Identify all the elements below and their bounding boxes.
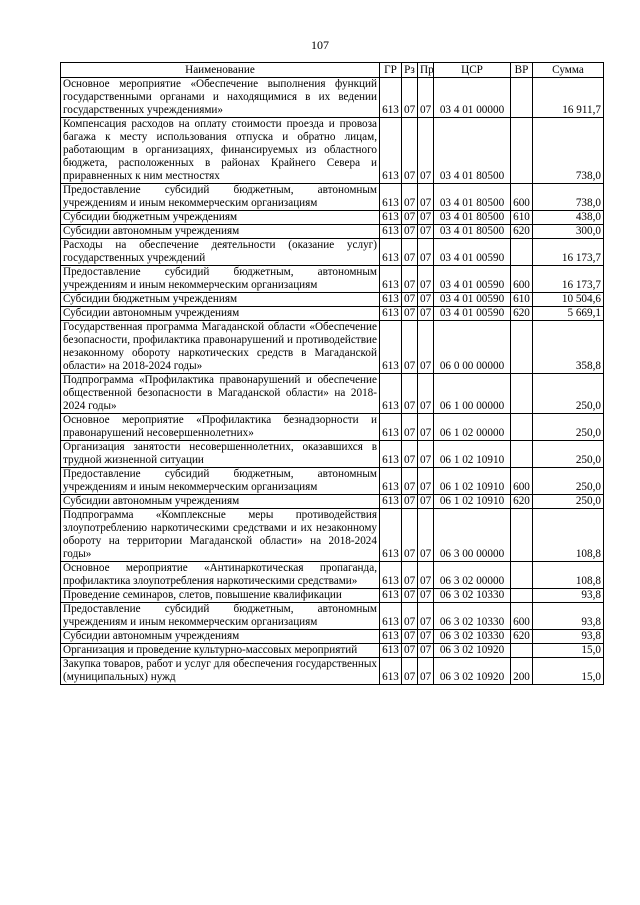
row-gr: 613 [380, 266, 402, 293]
row-csr: 06 3 00 00000 [434, 509, 511, 562]
row-csr: 06 3 02 10330 [434, 630, 511, 644]
row-sum: 93,8 [533, 589, 604, 603]
row-name: Компенсация расходов на оплату стоимости проезда и провоза багажа к месту использования отпуска и обратно лицам, работающим в организациях, финансируемых из областного бюджета, расположенных в районах Крайнего Севера и приравненных к ним местностях [61, 118, 380, 184]
row-name: Субсидии автономным учреждениям [61, 495, 380, 509]
row-rz: 07 [402, 184, 418, 211]
row-name: Расходы на обеспечение деятельности (оказание услуг) государственных учреждений [61, 239, 380, 266]
row-sum: 250,0 [533, 495, 604, 509]
row-pr: 07 [418, 293, 434, 307]
row-vr [511, 414, 533, 441]
row-name: Закупка товаров, работ и услуг для обеспечения государственных (муниципальных) нужд [61, 658, 380, 685]
header-csr: ЦСР [434, 63, 511, 78]
row-rz: 07 [402, 658, 418, 685]
row-vr [511, 589, 533, 603]
row-vr: 620 [511, 630, 533, 644]
row-vr [511, 78, 533, 118]
row-sum: 738,0 [533, 184, 604, 211]
row-gr: 613 [380, 211, 402, 225]
row-name: Предоставление субсидий бюджетным, автономным учреждениям и иным некоммерческим организациям [61, 468, 380, 495]
table-row [61, 239, 604, 266]
row-pr: 07 [418, 266, 434, 293]
table-row [61, 441, 604, 468]
row-pr: 07 [418, 495, 434, 509]
row-gr: 613 [380, 644, 402, 658]
row-vr: 200 [511, 658, 533, 685]
header-vr: ВР [511, 63, 533, 78]
row-sum: 16 173,7 [533, 239, 604, 266]
row-pr: 07 [418, 441, 434, 468]
row-pr: 07 [418, 603, 434, 630]
row-name: Субсидии автономным учреждениям [61, 630, 380, 644]
row-sum: 10 504,6 [533, 293, 604, 307]
row-pr: 07 [418, 211, 434, 225]
row-csr: 06 1 02 10910 [434, 441, 511, 468]
header-rz: Рз [402, 63, 418, 78]
row-sum: 358,8 [533, 321, 604, 374]
row-gr: 613 [380, 658, 402, 685]
page-number: 107 [311, 38, 329, 52]
row-rz: 07 [402, 239, 418, 266]
row-pr: 07 [418, 184, 434, 211]
row-gr: 613 [380, 562, 402, 589]
table-row [61, 468, 604, 495]
row-rz: 07 [402, 468, 418, 495]
row-pr: 07 [418, 239, 434, 266]
row-vr: 620 [511, 307, 533, 321]
row-gr: 613 [380, 78, 402, 118]
row-vr [511, 441, 533, 468]
row-csr: 06 3 02 10920 [434, 644, 511, 658]
table-row [61, 293, 604, 307]
row-csr: 06 3 02 10330 [434, 589, 511, 603]
header-name: Наименование [61, 63, 380, 78]
row-rz: 07 [402, 509, 418, 562]
row-gr: 613 [380, 603, 402, 630]
row-pr: 07 [418, 307, 434, 321]
row-vr: 620 [511, 495, 533, 509]
table-row [61, 118, 604, 184]
row-vr [511, 239, 533, 266]
row-sum: 438,0 [533, 211, 604, 225]
table-row [61, 374, 604, 414]
row-rz: 07 [402, 266, 418, 293]
table-row [61, 495, 604, 509]
row-sum: 93,8 [533, 603, 604, 630]
row-gr: 613 [380, 184, 402, 211]
row-gr: 613 [380, 118, 402, 184]
row-name: Государственная программа Магаданской области «Обеспечение безопасности, профилактика правонарушений и противодействие незаконному обороту наркотических средств в Магаданской области» на 2018-2024 годы» [61, 321, 380, 374]
row-name: Организация занятости несовершеннолетних, оказавшихся в трудной жизненной ситуации [61, 441, 380, 468]
row-rz: 07 [402, 562, 418, 589]
row-gr: 613 [380, 495, 402, 509]
table-row [61, 414, 604, 441]
budget-table [60, 62, 604, 685]
row-vr: 610 [511, 293, 533, 307]
table-row [61, 658, 604, 685]
row-csr: 03 4 01 80500 [434, 184, 511, 211]
row-gr: 613 [380, 307, 402, 321]
row-rz: 07 [402, 644, 418, 658]
row-gr: 613 [380, 414, 402, 441]
table-row [61, 184, 604, 211]
row-rz: 07 [402, 225, 418, 239]
row-csr: 03 4 01 00590 [434, 266, 511, 293]
table-row [61, 211, 604, 225]
header-gr: ГР [380, 63, 402, 78]
row-pr: 07 [418, 562, 434, 589]
row-csr: 03 4 01 00000 [434, 78, 511, 118]
row-csr: 03 4 01 00590 [434, 307, 511, 321]
row-name: Предоставление субсидий бюджетным, автономным учреждениям и иным некоммерческим организациям [61, 184, 380, 211]
row-csr: 03 4 01 80500 [434, 225, 511, 239]
row-gr: 613 [380, 589, 402, 603]
row-name: Основное мероприятие «Антинаркотическая пропаганда, профилактика злоупотребления наркотическими средствами» [61, 562, 380, 589]
row-rz: 07 [402, 211, 418, 225]
table-row [61, 321, 604, 374]
row-rz: 07 [402, 495, 418, 509]
row-csr: 06 1 02 00000 [434, 414, 511, 441]
row-pr: 07 [418, 589, 434, 603]
row-name: Проведение семинаров, слетов, повышение квалификации [61, 589, 380, 603]
table-row [61, 603, 604, 630]
row-pr: 07 [418, 630, 434, 644]
row-name: Подпрограмма «Профилактика правонарушений и обеспечение общественной безопасности в Магаданской области» на 2018-2024 годы» [61, 374, 380, 414]
row-sum: 738,0 [533, 118, 604, 184]
table-row [61, 644, 604, 658]
row-vr [511, 562, 533, 589]
row-sum: 108,8 [533, 562, 604, 589]
row-gr: 613 [380, 293, 402, 307]
table-row [61, 225, 604, 239]
table-row [61, 589, 604, 603]
row-pr: 07 [418, 374, 434, 414]
row-csr: 06 1 00 00000 [434, 374, 511, 414]
row-sum: 250,0 [533, 374, 604, 414]
row-name: Подпрограмма «Комплексные меры противодействия злоупотреблению наркотическими средствами и их незаконному обороту на территории Магаданской области» на 2018-2024 годы» [61, 509, 380, 562]
row-rz: 07 [402, 374, 418, 414]
row-vr [511, 374, 533, 414]
row-sum: 300,0 [533, 225, 604, 239]
row-sum: 15,0 [533, 658, 604, 685]
row-gr: 613 [380, 441, 402, 468]
row-rz: 07 [402, 78, 418, 118]
row-sum: 250,0 [533, 414, 604, 441]
row-sum: 15,0 [533, 644, 604, 658]
row-rz: 07 [402, 603, 418, 630]
row-rz: 07 [402, 293, 418, 307]
row-pr: 07 [418, 468, 434, 495]
row-csr: 06 3 02 10330 [434, 603, 511, 630]
row-rz: 07 [402, 118, 418, 184]
table-row [61, 509, 604, 562]
row-pr: 07 [418, 225, 434, 239]
row-csr: 06 1 02 10910 [434, 495, 511, 509]
row-name: Основное мероприятие «Профилактика безнадзорности и правонарушений несовершеннолетних» [61, 414, 380, 441]
row-vr: 610 [511, 211, 533, 225]
row-sum: 16 911,7 [533, 78, 604, 118]
row-rz: 07 [402, 589, 418, 603]
row-pr: 07 [418, 78, 434, 118]
table-row [61, 78, 604, 118]
row-csr: 06 3 02 00000 [434, 562, 511, 589]
table-row [61, 630, 604, 644]
row-name: Субсидии бюджетным учреждениям [61, 211, 380, 225]
row-vr: 600 [511, 603, 533, 630]
row-vr [511, 118, 533, 184]
row-vr: 600 [511, 468, 533, 495]
row-gr: 613 [380, 630, 402, 644]
row-csr: 03 4 01 00590 [434, 293, 511, 307]
row-vr: 600 [511, 266, 533, 293]
row-gr: 613 [380, 321, 402, 374]
table-row [61, 307, 604, 321]
row-sum: 250,0 [533, 441, 604, 468]
row-name: Предоставление субсидий бюджетным, автономным учреждениям и иным некоммерческим организациям [61, 266, 380, 293]
row-vr [511, 644, 533, 658]
row-rz: 07 [402, 307, 418, 321]
row-csr: 06 3 02 10920 [434, 658, 511, 685]
row-sum: 16 173,7 [533, 266, 604, 293]
table-row [61, 562, 604, 589]
row-gr: 613 [380, 374, 402, 414]
row-rz: 07 [402, 321, 418, 374]
row-gr: 613 [380, 225, 402, 239]
row-rz: 07 [402, 630, 418, 644]
row-rz: 07 [402, 414, 418, 441]
row-name: Предоставление субсидий бюджетным, автономным учреждениям и иным некоммерческим организациям [61, 603, 380, 630]
row-csr: 03 4 01 00590 [434, 239, 511, 266]
table-row [61, 266, 604, 293]
header-pr: Пр [418, 63, 434, 78]
row-vr [511, 509, 533, 562]
row-sum: 250,0 [533, 468, 604, 495]
row-sum: 93,8 [533, 630, 604, 644]
row-gr: 613 [380, 509, 402, 562]
row-vr: 620 [511, 225, 533, 239]
row-vr [511, 321, 533, 374]
row-gr: 613 [380, 239, 402, 266]
row-name: Субсидии автономным учреждениям [61, 225, 380, 239]
row-csr: 03 4 01 80500 [434, 211, 511, 225]
row-name: Основное мероприятие «Обеспечение выполнения функций государственными органами и находящимися в их ведении государственных учреждениями» [61, 78, 380, 118]
row-pr: 07 [418, 118, 434, 184]
row-vr: 600 [511, 184, 533, 211]
row-pr: 07 [418, 509, 434, 562]
row-csr: 06 0 00 00000 [434, 321, 511, 374]
row-gr: 613 [380, 468, 402, 495]
row-name: Субсидии автономным учреждениям [61, 307, 380, 321]
row-pr: 07 [418, 414, 434, 441]
row-pr: 07 [418, 644, 434, 658]
row-pr: 07 [418, 658, 434, 685]
row-rz: 07 [402, 441, 418, 468]
row-sum: 108,8 [533, 509, 604, 562]
row-sum: 5 669,1 [533, 307, 604, 321]
row-pr: 07 [418, 321, 434, 374]
row-csr: 06 1 02 10910 [434, 468, 511, 495]
table-header-row [61, 63, 604, 78]
row-name: Субсидии бюджетным учреждениям [61, 293, 380, 307]
row-name: Организация и проведение культурно-массовых мероприятий [61, 644, 380, 658]
header-sum: Сумма [533, 63, 604, 78]
row-csr: 03 4 01 80500 [434, 118, 511, 184]
